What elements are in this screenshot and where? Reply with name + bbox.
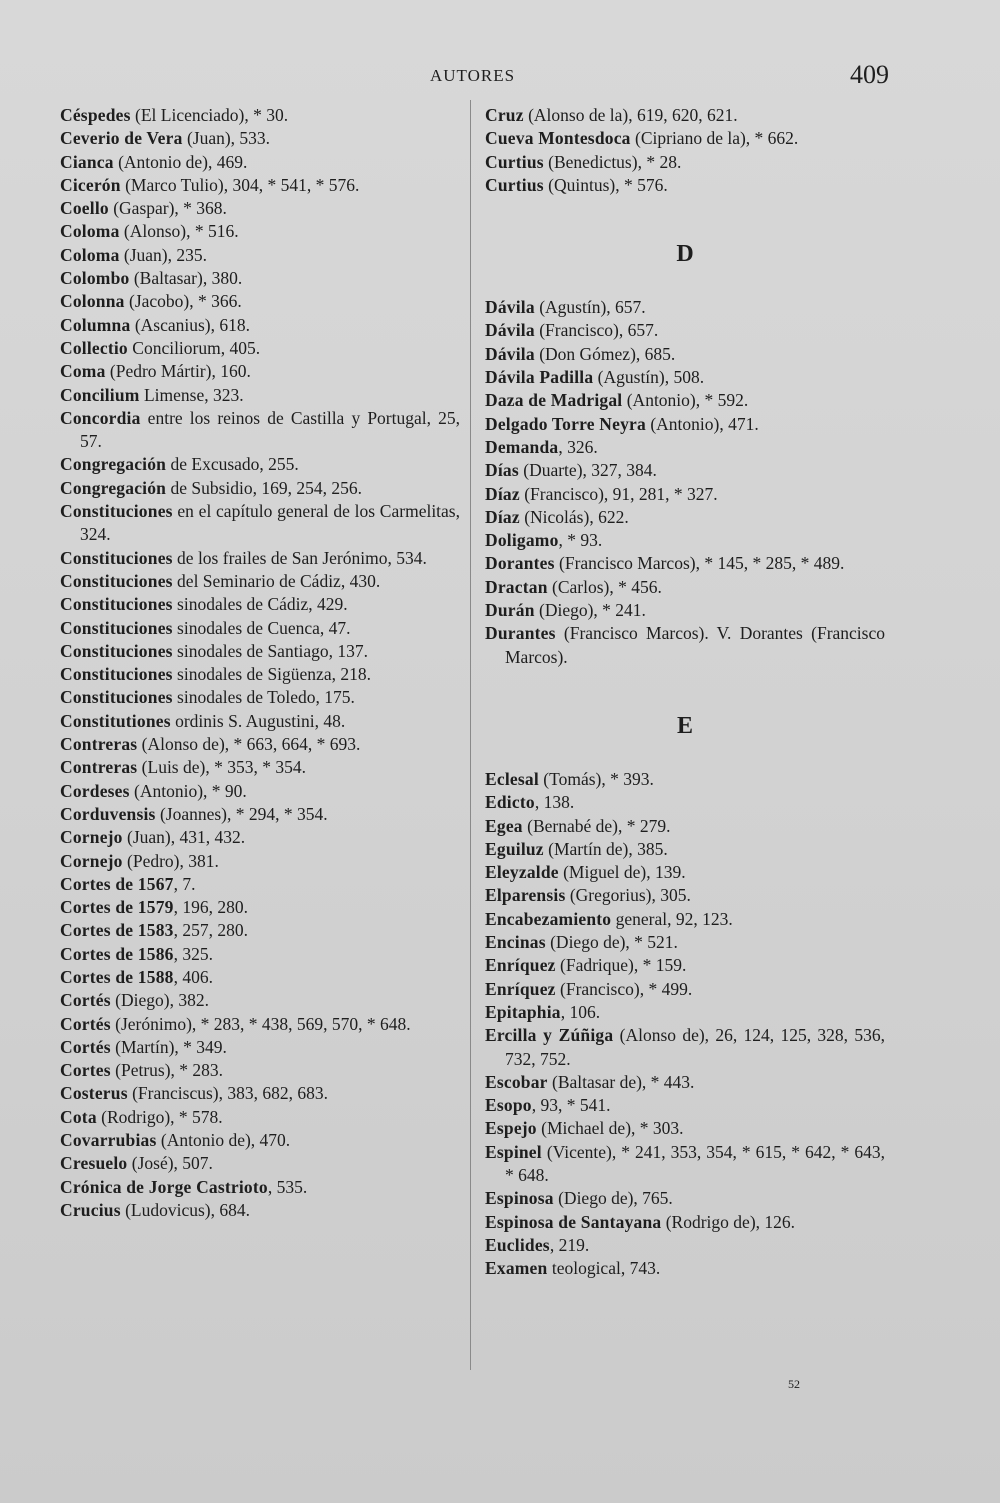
entry-reference: (Michael de), * 303. xyxy=(536,1118,684,1139)
page-number: 409 xyxy=(850,60,889,89)
entry-headword: Dávila Padilla xyxy=(485,367,594,388)
entry-headword: Cota xyxy=(60,1106,97,1127)
entry-reference: , 325. xyxy=(173,943,213,964)
entry-reference: Limense, 323. xyxy=(139,384,244,405)
entry-reference: sinodales de Santiago, 137. xyxy=(172,640,369,661)
index-entry xyxy=(60,127,460,150)
entry-reference: general, 92, 123. xyxy=(611,908,733,929)
entry-headword: Constituciones xyxy=(60,687,173,708)
index-entry xyxy=(60,686,460,709)
index-entry xyxy=(60,220,460,243)
entry-headword: Daza de Madrigal xyxy=(485,390,623,411)
index-entry xyxy=(485,389,885,412)
entry-reference: (Antonio), * 592. xyxy=(622,390,749,411)
entry-reference: , 219. xyxy=(549,1234,590,1255)
entry-headword: Cornejo xyxy=(60,827,123,848)
section-letter-d: D xyxy=(676,241,694,268)
entry-reference: (Cipriano de la), * 662. xyxy=(630,128,799,149)
entry-headword: Colombo xyxy=(60,268,130,289)
entry-headword: Coma xyxy=(60,361,106,382)
entry-headword: Coloma xyxy=(60,221,120,242)
entry-headword: Euclides xyxy=(485,1234,550,1255)
index-entry xyxy=(485,459,885,482)
index-entry xyxy=(485,343,885,366)
entry-reference: , 106. xyxy=(560,1001,601,1022)
entry-headword: Cueva Montesdoca xyxy=(485,128,631,149)
entry-headword: Ceverio de Vera xyxy=(60,128,183,149)
entry-reference: (Baltasar), 380. xyxy=(129,268,243,289)
entry-headword: Curtius xyxy=(485,151,544,172)
entry-headword: Espinosa xyxy=(485,1188,554,1209)
index-entry xyxy=(60,477,460,500)
index-entry xyxy=(60,267,460,290)
entry-reference: (Don Gómez), 685. xyxy=(534,343,676,364)
entry-reference: (Rodrigo de), 126. xyxy=(661,1211,796,1232)
entry-headword: Constituciones xyxy=(60,617,173,638)
index-entry xyxy=(60,570,460,593)
entry-headword: Costerus xyxy=(60,1083,128,1104)
index-entry xyxy=(485,908,885,931)
entry-reference: , 535. xyxy=(267,1176,308,1197)
index-entry xyxy=(60,151,460,174)
entry-reference: (Franciscus), 383, 682, 683. xyxy=(127,1083,328,1104)
entry-headword: Eleyzalde xyxy=(485,862,559,883)
entry-reference: sinodales de Cuenca, 47. xyxy=(172,617,351,638)
entry-reference: , 93, * 541. xyxy=(531,1095,611,1116)
entry-reference: (Carlos), * 456. xyxy=(547,576,662,597)
index-entry xyxy=(485,791,885,814)
index-entry xyxy=(60,500,460,547)
entry-headword: Cortés xyxy=(60,990,111,1011)
entry-headword: Cresuelo xyxy=(60,1153,128,1174)
entry-reference: ordinis S. Augustini, 48. xyxy=(170,710,346,731)
entry-headword: Constituciones xyxy=(60,640,173,661)
entry-headword: Esopo xyxy=(485,1095,532,1116)
entry-reference: entre los reinos de Castilla y Portugal, 25, 57. xyxy=(80,407,460,452)
entry-headword: Espinosa de Santayana xyxy=(485,1211,662,1232)
entry-headword: Cortes de 1586 xyxy=(60,943,174,964)
entry-headword: Constitutiones xyxy=(60,710,171,731)
entry-reference: (Ludovicus), 684. xyxy=(120,1199,251,1220)
index-entry xyxy=(60,174,460,197)
entry-reference: (Joannes), * 294, * 354. xyxy=(155,803,328,824)
index-entry xyxy=(60,826,460,849)
entry-headword: Ercilla y Zúñiga xyxy=(485,1025,614,1046)
entry-headword: Examen xyxy=(485,1258,548,1279)
entry-reference: del Seminario de Cádiz, 430. xyxy=(172,570,381,591)
index-entry xyxy=(60,244,460,267)
index-entry xyxy=(60,1013,460,1036)
index-entry xyxy=(60,896,460,919)
index-entry xyxy=(60,663,460,686)
entry-reference: (Baltasar de), * 443. xyxy=(547,1071,695,1092)
entry-reference: (Pedro), 381. xyxy=(122,850,219,871)
entry-reference: , 257, 280. xyxy=(173,920,248,941)
entry-reference: (Luis de), * 353, * 354. xyxy=(137,757,306,778)
index-entry xyxy=(60,850,460,873)
entry-reference: (Alonso de), * 663, 664, * 693. xyxy=(137,734,361,755)
index-entry xyxy=(60,710,460,733)
index-entry xyxy=(485,978,885,1001)
index-entry xyxy=(485,413,885,436)
entry-reference: (Vicente), * 241, 353, 354, * 615, * 642, * 643, * 648. xyxy=(505,1141,885,1185)
entry-reference: (Diego de), 765. xyxy=(553,1188,673,1209)
entry-headword: Díaz xyxy=(485,506,520,527)
entry-reference: (Agustín), 657. xyxy=(534,297,646,318)
entry-headword: Dractan xyxy=(485,576,548,597)
entry-reference: (Jacobo), * 366. xyxy=(124,291,242,312)
entry-headword: Constituciones xyxy=(60,664,173,685)
entry-reference: (Gaspar), * 368. xyxy=(108,198,227,219)
entry-headword: Congregación xyxy=(60,454,167,475)
entry-reference: (Diego), 382. xyxy=(110,990,209,1011)
entry-headword: Concordia xyxy=(60,407,141,428)
index-entry xyxy=(60,756,460,779)
index-entry xyxy=(485,1211,885,1234)
entry-headword: Coello xyxy=(60,198,109,219)
entry-headword: Epitaphia xyxy=(485,1001,561,1022)
entry-headword: Durán xyxy=(485,600,535,621)
right-column xyxy=(485,104,885,1280)
index-entry xyxy=(60,104,460,127)
index-entry xyxy=(60,314,460,337)
index-entry xyxy=(60,290,460,313)
entry-headword: Eclesal xyxy=(485,768,539,789)
index-entry xyxy=(485,174,885,197)
entry-reference: de Excusado, 255. xyxy=(166,454,299,475)
entry-reference: (Ascanius), 618. xyxy=(130,314,251,335)
entry-reference: , 326. xyxy=(558,436,598,457)
index-entry xyxy=(485,1094,885,1117)
entry-headword: Céspedes xyxy=(60,105,131,125)
index-entry xyxy=(485,1001,885,1024)
entry-reference: (Agustín), 508. xyxy=(593,367,705,388)
entry-reference: (Antonio), 471. xyxy=(645,413,759,434)
entry-reference: Conciliorum, 405. xyxy=(127,337,261,358)
entry-reference: (Francisco), * 499. xyxy=(555,978,693,999)
entry-reference: (Gregorius), 305. xyxy=(565,885,691,906)
index-entry xyxy=(485,576,885,599)
entry-reference: (José), 507. xyxy=(127,1153,213,1174)
index-entry xyxy=(485,768,885,791)
entry-reference: (Quintus), * 576. xyxy=(543,174,668,195)
entry-reference: (Francisco Marcos). V. Dorantes (Francisco Marcos). xyxy=(505,623,885,667)
entry-headword: Cornejo xyxy=(60,850,123,871)
index-entry xyxy=(60,547,460,570)
index-entry xyxy=(485,1024,885,1071)
entry-reference: de los frailes de San Jerónimo, 534. xyxy=(172,547,427,568)
index-entry xyxy=(485,861,885,884)
entry-headword: Corduvensis xyxy=(60,803,156,824)
entry-headword: Edicto xyxy=(485,792,535,813)
entry-headword: Delgado Torre Neyra xyxy=(485,413,646,434)
index-entry xyxy=(60,617,460,640)
index-entry xyxy=(485,1141,885,1188)
index-entry xyxy=(485,104,885,127)
index-entry xyxy=(485,506,885,529)
running-head: AUTORES xyxy=(430,66,516,85)
index-entry xyxy=(485,529,885,552)
index-entry xyxy=(485,552,885,575)
entry-reference: (Fadrique), * 159. xyxy=(555,955,687,976)
index-entry xyxy=(60,1199,460,1222)
entry-headword: Columna xyxy=(60,314,131,335)
entry-reference: (Marco Tulio), 304, * 541, * 576. xyxy=(120,174,360,195)
entry-reference: (Alonso de la), 619, 620, 621. xyxy=(523,105,738,125)
index-entry xyxy=(485,884,885,907)
entry-headword: Espejo xyxy=(485,1118,537,1139)
entry-reference: (Pedro Mártir), 160. xyxy=(105,361,251,382)
entry-reference: (Tomás), * 393. xyxy=(538,768,654,789)
entry-headword: Cianca xyxy=(60,151,114,172)
entry-reference: (Diego), * 241. xyxy=(534,600,646,621)
entry-reference: sinodales de Cádiz, 429. xyxy=(172,594,348,615)
entry-headword: Cortes de 1567 xyxy=(60,873,174,894)
index-entry xyxy=(485,954,885,977)
index-entry xyxy=(485,1257,885,1280)
printer-signature-mark: 52 xyxy=(788,1377,800,1391)
index-entry xyxy=(60,966,460,989)
index-entry xyxy=(60,1106,460,1129)
index-entry xyxy=(485,151,885,174)
entry-headword: Encabezamiento xyxy=(485,908,612,929)
entry-reference: (Francisco Marcos), * 145, * 285, * 489. xyxy=(554,553,845,574)
entry-headword: Encinas xyxy=(485,932,546,953)
entry-reference: (El Licenciado), * 30. xyxy=(130,105,289,125)
entry-headword: Cortes de 1583 xyxy=(60,920,174,941)
entry-headword: Cortés xyxy=(60,1036,111,1057)
entry-headword: Díaz xyxy=(485,483,520,504)
index-entry xyxy=(60,384,460,407)
entry-reference: (Martín), * 349. xyxy=(110,1036,227,1057)
entry-headword: Constituciones xyxy=(60,547,173,568)
entry-headword: Congregación xyxy=(60,477,167,498)
column-divider xyxy=(470,100,471,1370)
index-entry xyxy=(485,319,885,342)
index-entry xyxy=(60,989,460,1012)
entry-reference: sinodales de Sigüenza, 218. xyxy=(172,664,371,685)
entry-reference: en el capítulo general de los Carmelitas, 324. xyxy=(80,501,460,545)
index-entry xyxy=(485,931,885,954)
entry-reference: (Bernabé de), * 279. xyxy=(522,815,671,836)
entry-headword: Escobar xyxy=(485,1071,548,1092)
entry-reference: (Nicolás), 622. xyxy=(519,506,629,527)
entry-reference: teological, 743. xyxy=(547,1258,661,1279)
entry-headword: Crucius xyxy=(60,1199,121,1220)
index-entry xyxy=(60,407,460,454)
index-entry xyxy=(485,1187,885,1210)
entry-headword: Egea xyxy=(485,815,523,836)
entry-headword: Coloma xyxy=(60,244,120,265)
entry-headword: Doligamo xyxy=(485,530,559,551)
entry-reference: (Francisco), 657. xyxy=(534,320,659,341)
index-entry xyxy=(485,838,885,861)
c-entries xyxy=(485,104,885,197)
entry-reference: (Antonio), * 90. xyxy=(129,780,247,801)
index-entry xyxy=(60,197,460,220)
index-entry xyxy=(60,1176,460,1199)
index-entry xyxy=(60,360,460,383)
entry-headword: Curtius xyxy=(485,174,544,195)
entry-headword: Cortés xyxy=(60,1013,111,1034)
entry-headword: Demanda xyxy=(485,436,559,457)
entry-headword: Días xyxy=(485,460,519,481)
entry-reference: , 7. xyxy=(173,873,196,894)
entry-reference: , * 93. xyxy=(558,530,603,551)
entry-reference: (Alonso de), 26, 124, 125, 328, 536, 732, 752. xyxy=(505,1025,885,1069)
index-entry xyxy=(60,780,460,803)
index-entry xyxy=(60,640,460,663)
entry-reference: (Jerónimo), * 283, * 438, 569, 570, * 648. xyxy=(110,1013,411,1034)
index-entry xyxy=(60,943,460,966)
entry-headword: Cortes de 1579 xyxy=(60,897,174,918)
index-entry xyxy=(60,1082,460,1105)
entry-reference: (Alonso), * 516. xyxy=(119,221,239,242)
index-entry xyxy=(60,453,460,476)
entry-headword: Eguiluz xyxy=(485,838,544,859)
entry-reference: (Juan), 431, 432. xyxy=(122,827,246,848)
entry-reference: (Francisco), 91, 281, * 327. xyxy=(519,483,718,504)
entry-headword: Enríquez xyxy=(485,978,556,999)
entry-headword: Cortes de 1588 xyxy=(60,966,174,987)
entry-headword: Constituciones xyxy=(60,570,173,591)
index-entry xyxy=(60,733,460,756)
index-entry xyxy=(60,803,460,826)
entry-reference: (Martín de), 385. xyxy=(543,838,668,859)
index-entry xyxy=(60,873,460,896)
entry-reference: (Diego de), * 521. xyxy=(545,932,678,953)
index-entry xyxy=(485,622,885,669)
index-entry xyxy=(60,593,460,616)
index-entry xyxy=(485,483,885,506)
entry-reference: , 196, 280. xyxy=(173,897,248,918)
entry-headword: Dávila xyxy=(485,343,535,364)
entry-headword: Dorantes xyxy=(485,553,555,574)
entry-headword: Concilium xyxy=(60,384,140,405)
entry-reference: , 138. xyxy=(534,792,575,813)
entry-headword: Cruz xyxy=(485,105,524,125)
entry-reference: , 406. xyxy=(173,966,213,987)
entry-reference: (Juan), 235. xyxy=(119,244,208,265)
index-entry xyxy=(485,1071,885,1094)
entry-headword: Cortes xyxy=(60,1060,111,1081)
entry-headword: Collectio xyxy=(60,337,128,358)
index-entry xyxy=(60,1129,460,1152)
index-entry xyxy=(60,337,460,360)
entry-reference: sinodales de Toledo, 175. xyxy=(172,687,355,708)
entry-reference: (Petrus), * 283. xyxy=(110,1060,224,1081)
index-entry xyxy=(60,919,460,942)
entry-headword: Constituciones xyxy=(60,594,173,615)
entry-headword: Cordeses xyxy=(60,780,130,801)
entry-reference: (Benedictus), * 28. xyxy=(543,151,682,172)
entry-reference: (Antonio de), 469. xyxy=(113,151,248,172)
index-entry xyxy=(485,436,885,459)
d-entries xyxy=(485,296,885,669)
left-column xyxy=(60,104,460,1222)
index-entry xyxy=(485,599,885,622)
entry-headword: Contreras xyxy=(60,757,138,778)
index-entry xyxy=(60,1059,460,1082)
entry-reference: (Antonio de), 470. xyxy=(156,1130,291,1151)
e-entries xyxy=(485,768,885,1281)
entry-headword: Espinel xyxy=(485,1141,542,1162)
section-letter-e: E xyxy=(676,712,693,739)
entry-reference: (Duarte), 327, 384. xyxy=(518,460,657,481)
index-entry xyxy=(60,1036,460,1059)
index-entry xyxy=(485,1117,885,1140)
entry-headword: Colonna xyxy=(60,291,125,312)
entry-headword: Dávila xyxy=(485,297,535,318)
entry-reference: de Subsidio, 169, 254, 256. xyxy=(166,477,363,498)
entry-headword: Dávila xyxy=(485,320,535,341)
index-entry xyxy=(485,296,885,319)
entry-headword: Durantes xyxy=(485,623,556,644)
entry-headword: Enríquez xyxy=(485,955,556,976)
entry-headword: Cicerón xyxy=(60,174,121,195)
index-entry xyxy=(60,1152,460,1175)
entry-reference: (Rodrigo), * 578. xyxy=(96,1106,223,1127)
index-entry xyxy=(485,366,885,389)
entry-reference: (Miguel de), 139. xyxy=(558,862,686,883)
entry-headword: Contreras xyxy=(60,734,138,755)
entry-reference: (Juan), 533. xyxy=(182,128,271,149)
entry-headword: Elparensis xyxy=(485,885,566,906)
index-entry xyxy=(485,127,885,150)
entry-headword: Constituciones xyxy=(60,501,173,522)
entry-headword: Covarrubias xyxy=(60,1130,157,1151)
index-entry xyxy=(485,1234,885,1257)
index-entry xyxy=(485,815,885,838)
entry-headword: Crónica de Jorge Castrioto xyxy=(60,1176,268,1197)
